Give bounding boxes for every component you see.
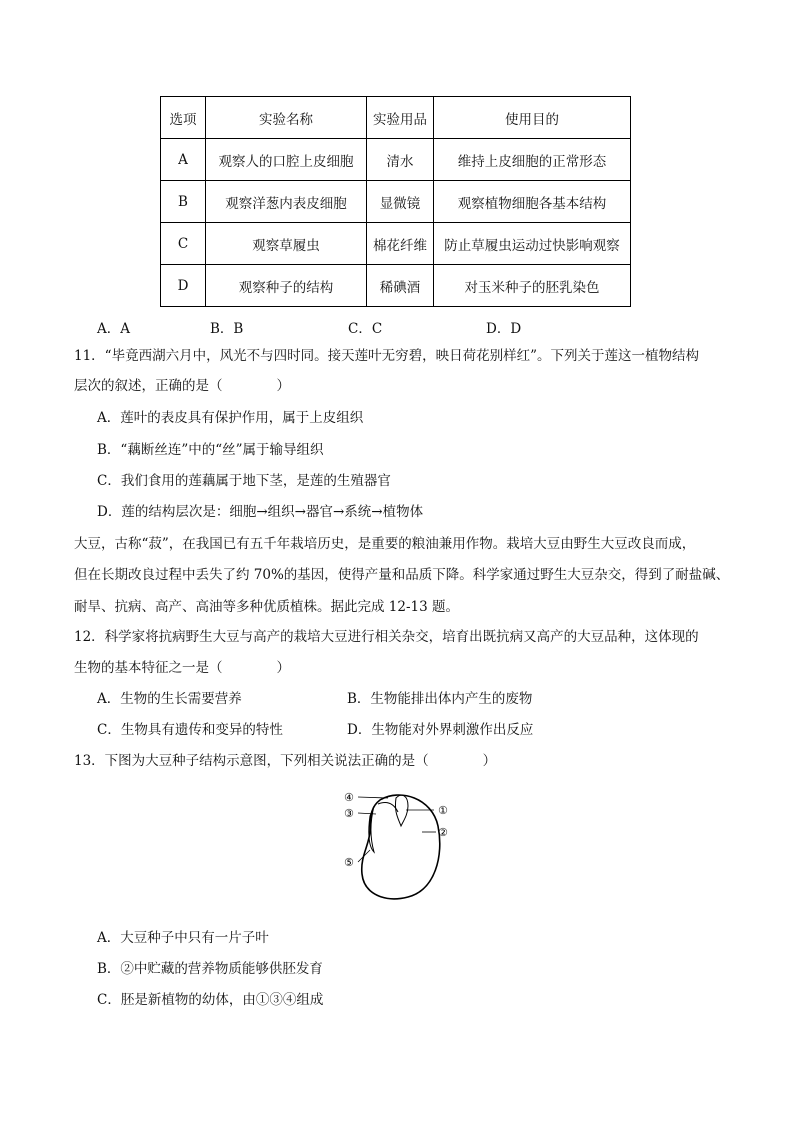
q11-stem-line2: 层次的叙述，正确的是（ ）	[74, 378, 290, 394]
q11-option-b[interactable]: B．“藕断丝连”中的“丝”属于输导组织	[97, 442, 324, 458]
table-row	[161, 139, 631, 181]
header-option: 选项	[161, 97, 206, 139]
q12-stem-line2: 生物的基本特征之一是（ ）	[74, 660, 290, 676]
table-cell: A	[161, 139, 206, 181]
label-2: ②	[438, 826, 448, 839]
header-purpose: 使用目的	[434, 97, 631, 139]
table-cell: 维持上皮细胞的正常形态	[434, 139, 631, 181]
q12-stem-line1: 12．科学家将抗病野生大豆与高产的栽培大豆进行相关杂交，培育出既抗病又高产的大豆品种，这体现的	[74, 629, 699, 645]
table-cell: 显微镜	[367, 181, 434, 223]
table-header-row	[161, 97, 631, 139]
header-experiment-name: 实验名称	[206, 97, 367, 139]
table-cell: 对玉米种子的胚乳染色	[434, 265, 631, 307]
table-cell: 观察人的口腔上皮细胞	[206, 139, 367, 181]
q11-option-d[interactable]: D．莲的结构层次是：细胞→组织→器官→系统→植物体	[97, 504, 424, 520]
q10-options	[97, 317, 697, 335]
label-1: ①	[438, 804, 448, 817]
header-materials: 实验用品	[367, 97, 434, 139]
experiment-table	[160, 96, 631, 307]
table-cell: 观察草履虫	[206, 223, 367, 265]
table-cell: 稀碘酒	[367, 265, 434, 307]
q12-option-a[interactable]: A．生物的生长需要营养	[97, 691, 242, 707]
q13-option-a[interactable]: A．大豆种子中只有一片子叶	[97, 930, 269, 946]
q13-stem: 13．下图为大豆种子结构示意图，下列相关说法正确的是（ ）	[74, 753, 497, 769]
q11-option-c[interactable]: C．我们食用的莲藕属于地下茎，是莲的生殖器官	[97, 473, 391, 489]
q10-option-b[interactable]: B．B	[210, 321, 244, 337]
table-row	[161, 265, 631, 307]
table-cell: D	[161, 265, 206, 307]
q10-option-d[interactable]: D．D	[486, 321, 522, 337]
table-cell: 观察植物细胞各基本结构	[434, 181, 631, 223]
q12-option-b[interactable]: B．生物能排出体内产生的废物	[347, 691, 533, 707]
label-3: ③	[344, 807, 354, 820]
q13-option-b[interactable]: B．②中贮藏的营养物质能够供胚发育	[97, 961, 323, 977]
label-5: ⑤	[344, 856, 354, 869]
table-cell: 观察洋葱内表皮细胞	[206, 181, 367, 223]
q10-option-c[interactable]: C．C	[348, 321, 383, 337]
soybean-seed-diagram	[340, 786, 470, 908]
label-4: ④	[344, 791, 354, 804]
intro-line2: 但在长期改良过程中丢失了约 70%的基因，使得产量和品质下降。科学家通过野生大豆杂交，得到了耐盐碱、	[74, 567, 730, 583]
intro-line1: 大豆，古称“菽”，在我国已有五千年栽培历史，是重要的粮油兼用作物。栽培大豆由野生大豆改良而成，	[74, 536, 696, 552]
table-row	[161, 223, 631, 265]
table-cell: 防止草履虫运动过快影响观察	[434, 223, 631, 265]
table-cell: 观察种子的结构	[206, 265, 367, 307]
table-cell: C	[161, 223, 206, 265]
q12-option-c[interactable]: C．生物具有遗传和变异的特性	[97, 722, 283, 738]
q10-option-a[interactable]: A．A	[97, 321, 130, 337]
table-row	[161, 181, 631, 223]
table-cell: 棉花纤维	[367, 223, 434, 265]
intro-line3: 耐旱、抗病、高产、高油等多种优质植株。据此完成 12-13 题。	[74, 599, 459, 615]
table-cell: 清水	[367, 139, 434, 181]
q13-option-c[interactable]: C．胚是新植物的幼体，由①③④组成	[97, 992, 324, 1008]
table-cell: B	[161, 181, 206, 223]
q12-option-d[interactable]: D．生物能对外界刺激作出反应	[347, 722, 534, 738]
q11-option-a[interactable]: A．莲叶的表皮具有保护作用，属于上皮组织	[97, 410, 364, 426]
q11-stem-line1: 11．“毕竟西湖六月中，风光不与四时同。接天莲叶无穷碧，映日荷花别样红”。下列关于莲这一植物结构	[74, 348, 699, 364]
